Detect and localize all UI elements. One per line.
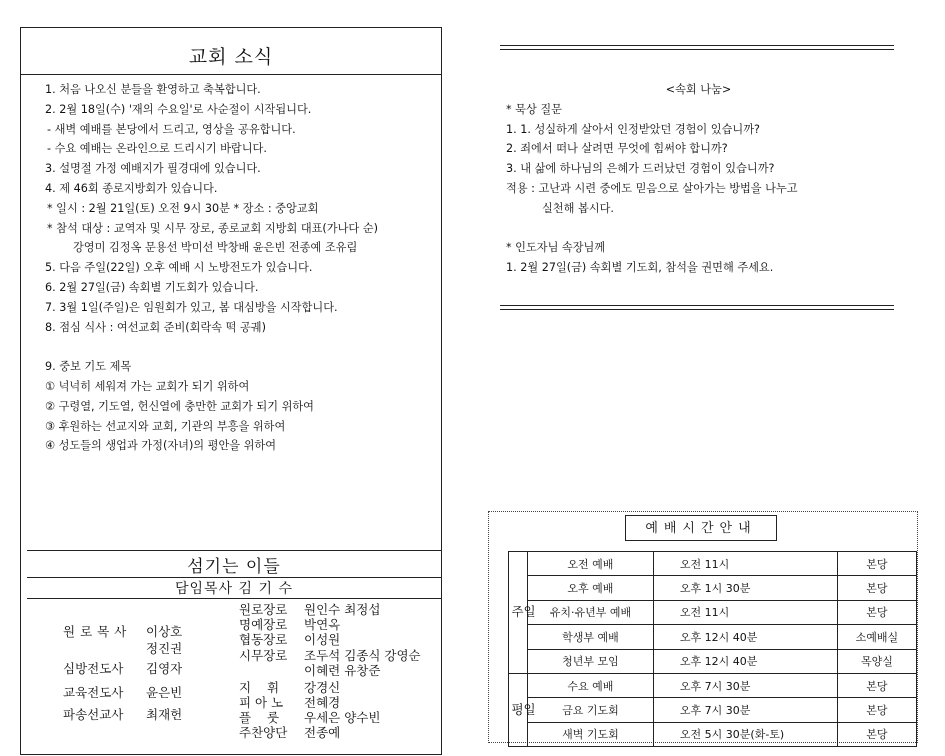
- staff-role: 심방전도사: [63, 661, 124, 676]
- servers-title: 섬기는 이들: [187, 557, 281, 577]
- sharing-top-rule: [500, 45, 894, 46]
- servers-top-rule: [27, 550, 441, 551]
- service-place: 본당: [837, 576, 916, 600]
- prayer-item: ③ 후원하는 선교지와 교회, 기관의 부흥을 위하여: [45, 419, 286, 433]
- service-place: 본당: [837, 722, 916, 746]
- music-names: 전종예: [304, 725, 341, 740]
- service-time: 오후 12시 40분: [653, 649, 837, 673]
- staff-name: 최재헌: [146, 707, 183, 722]
- news-item: 1. 처음 나오신 분들을 환영하고 축복합니다.: [45, 83, 261, 96]
- music-role: 지 휘: [239, 680, 280, 695]
- staff-role: 교육전도사: [63, 685, 124, 700]
- table-row: [509, 698, 917, 722]
- staff-name: 김영자: [146, 661, 183, 676]
- sharing-line: 3. 내 삶에 하나님의 은혜가 드러났던 경험이 있습니까?: [506, 162, 775, 176]
- prayer-item: ④ 성도들의 생업과 가정(자녀)의 평안을 위하여: [45, 439, 277, 453]
- elder-role: 명예장로: [239, 617, 288, 632]
- sharing-line: * 인도자님 속장님께: [506, 241, 606, 255]
- news-list: [45, 80, 435, 456]
- sharing-line: * 묵상 질문: [506, 102, 562, 116]
- table-row: [509, 649, 917, 673]
- table-row: [509, 600, 917, 624]
- service-time: 오전 11시: [653, 552, 837, 576]
- sharing-top-rule: [500, 49, 894, 50]
- elder-names: 박연옥: [304, 617, 341, 632]
- table-row: [509, 625, 917, 649]
- news-subitem: - 수요 예배는 온라인으로 드리시기 바랍니다.: [47, 142, 267, 156]
- news-item: 7. 3월 1일(주일)은 임원회가 있고, 봄 대심방을 시작합니다.: [45, 300, 338, 314]
- senior-pastor: 담임목사 김 기 수: [174, 581, 294, 597]
- worship-table: [508, 551, 917, 747]
- sharing-bottom-rule: [500, 309, 894, 310]
- cell-sharing: [506, 80, 891, 278]
- staff-name: 정진권: [146, 641, 183, 656]
- news-subitem: * 참석 대상 : 교역자 및 시무 장로, 종로교회 지방회 대표(가나다 순): [47, 221, 378, 235]
- service-place: 목양실: [837, 649, 916, 673]
- service-place: 본당: [837, 673, 916, 697]
- news-subitem: - 새벽 예배를 본당에서 드리고, 영상을 공유합니다.: [47, 122, 296, 136]
- news-subitem: * 일시 : 2월 21일(토) 오전 9시 30분 * 장소 : 중앙교회: [47, 201, 319, 215]
- news-item: 2. 2월 18일(수) '재의 수요일'로 사순절이 시작됩니다.: [45, 102, 312, 116]
- sharing-bottom-rule: [500, 305, 894, 306]
- elder-role: 시무장로: [239, 648, 288, 663]
- elder-names: 이성원: [304, 632, 341, 647]
- servers-bottom-rule: [27, 598, 441, 599]
- table-row: [509, 673, 917, 697]
- service-name: 유치·유년부 예배: [527, 600, 653, 624]
- sharing-line: 2. 죄에서 떠나 살려면 무엇에 힘써야 합니까?: [506, 142, 728, 156]
- sharing-line: 1. 2월 27일(금) 속회별 기도회, 참석을 권면해 주세요.: [506, 261, 774, 275]
- service-place: 본당: [837, 698, 916, 722]
- service-time: 오후 12시 40분: [653, 625, 837, 649]
- elder-names: 원인수 최정섭: [304, 602, 381, 617]
- group-label: 평일: [511, 702, 536, 718]
- service-time: 오후 7시 30분: [653, 673, 837, 697]
- elder-role: 원로장로: [239, 602, 288, 617]
- staff-role: 원로목사: [63, 624, 132, 639]
- sharing-line: 적용 : 고난과 시련 중에도 믿음으로 살아가는 방법을 나누고: [506, 181, 798, 195]
- music-role: 플 룻: [239, 710, 280, 725]
- music-names: 강경신: [304, 680, 341, 695]
- worship-schedule: [488, 511, 918, 743]
- staff-role: 파송선교사: [63, 707, 124, 722]
- news-item: 4. 제 46회 종로지방회가 있습니다.: [45, 181, 218, 195]
- group-label: 주일: [511, 604, 536, 620]
- news-item: 6. 2월 27일(금) 속회별 기도회가 있습니다.: [45, 280, 259, 294]
- service-name: 수요 예배: [527, 673, 653, 697]
- service-name: 금요 기도회: [527, 698, 653, 722]
- elder-names: 이혜련 유창준: [304, 663, 381, 678]
- table-row: [509, 576, 917, 600]
- staff-name: 윤은빈: [146, 685, 183, 700]
- music-role: 피 아 노: [239, 695, 284, 710]
- spacer: [506, 219, 891, 239]
- worship-title: 예배시간안내: [625, 515, 777, 541]
- music-names: 전혜경: [304, 695, 341, 710]
- service-name: 오후 예배: [527, 576, 653, 600]
- spacer: [45, 337, 435, 357]
- table-row: [509, 552, 917, 576]
- news-item: 3. 설명절 가정 예배지가 필경대에 있습니다.: [45, 162, 261, 176]
- news-item: 5. 다음 주일(22일) 오후 예배 시 노방전도가 있습니다.: [45, 261, 313, 275]
- group-label-sunday: [509, 552, 536, 674]
- service-time: 오후 7시 30분: [653, 698, 837, 722]
- service-time: 오후 1시 30분: [653, 576, 837, 600]
- group-label-weekday: [509, 673, 536, 746]
- service-time: 오전 11시: [653, 600, 837, 624]
- elder-role: 협동장로: [239, 632, 288, 647]
- service-name: 새벽 기도회: [527, 722, 653, 746]
- service-place: 본당: [837, 600, 916, 624]
- service-name: 청년부 모임: [527, 649, 653, 673]
- elder-names: 조두석 김종식 강영순: [304, 648, 421, 663]
- table-row: [509, 722, 917, 746]
- music-names: 우세은 양수빈: [304, 710, 381, 725]
- church-news-panel: [20, 27, 442, 755]
- title-divider: [21, 74, 441, 75]
- service-place: 본당: [837, 552, 916, 576]
- prayer-title: 9. 중보 기도 제목: [45, 360, 132, 374]
- staff-name: 이상호: [146, 624, 183, 639]
- sharing-title: <속회 나눔>: [665, 83, 732, 96]
- news-subitem: 강영미 김정옥 문용선 박미선 박창배 윤은빈 전종예 조유림: [73, 241, 358, 255]
- prayer-item: ① 넉넉히 세워져 가는 교회가 되기 위하여: [45, 379, 250, 393]
- service-name: 학생부 예배: [527, 625, 653, 649]
- sharing-line: 실천해 봅시다.: [542, 201, 614, 215]
- prayer-item: ② 구령열, 기도열, 헌신열에 충만한 교회가 되기 위하여: [45, 399, 314, 413]
- service-time: 오전 5시 30분(화-토): [653, 722, 837, 746]
- service-name: 오전 예배: [527, 552, 653, 576]
- sharing-line: 1. 1. 성실하게 살아서 인정받았던 경험이 있습니까?: [506, 122, 760, 136]
- news-item: 8. 점심 식사 : 여선교회 준비(회락속 떡 공궤): [45, 320, 266, 334]
- music-role: 주찬양단: [239, 725, 288, 740]
- service-place: 소예배실: [837, 625, 916, 649]
- news-title: 교회 소식: [188, 46, 274, 68]
